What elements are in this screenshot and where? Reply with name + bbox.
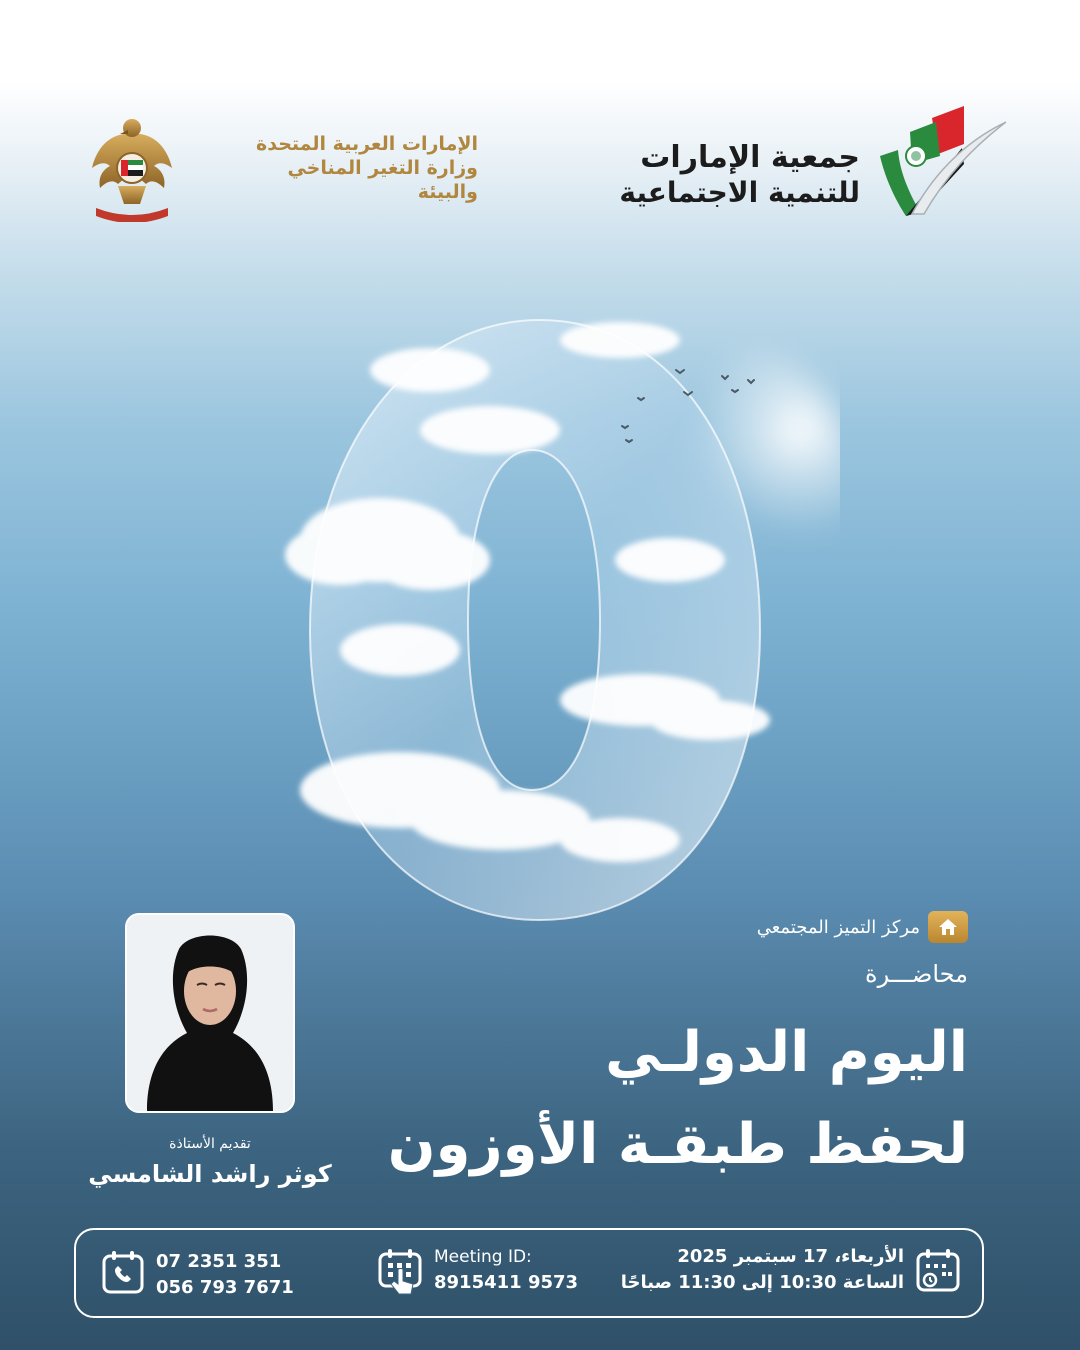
meeting-info: [434, 1244, 578, 1296]
falcon-emblem-icon: [88, 112, 176, 222]
checkmark-logo-icon: [872, 104, 1008, 222]
association-line1: جمعية الإمارات: [640, 140, 860, 175]
header: [0, 0, 1080, 240]
association-line2: للتنمية الاجتماعية: [619, 176, 860, 209]
home-badge: [928, 911, 968, 943]
center-label-row: [757, 910, 968, 944]
event-time: الساعة 10:30 إلى 11:30 صباحًا: [620, 1272, 904, 1293]
meeting-id[interactable]: 8915411 9573: [434, 1272, 579, 1293]
phone-numbers: [156, 1249, 294, 1301]
touch-keypad-icon: [378, 1248, 424, 1296]
calendar-icon: [916, 1248, 960, 1292]
center-label: مركز التميز المجتمعي: [756, 916, 920, 938]
phone-number-2[interactable]: 056 793 7671: [156, 1277, 294, 1298]
presenter-portrait: [127, 915, 293, 1111]
presenter-name: كوثر راشد الشامسي: [88, 1160, 332, 1188]
presenter-caption: تقديم الأستاذة: [169, 1136, 251, 1152]
meeting-label: Meeting ID:: [434, 1247, 532, 1267]
ministry-line2: وزارة التغير المناخي: [287, 157, 478, 179]
phone-number-1[interactable]: 07 2351 351: [156, 1251, 282, 1272]
event-datetime: [621, 1244, 904, 1296]
ministry-line1: الإمارات العربية المتحدة: [256, 133, 478, 155]
association-name: [560, 140, 860, 210]
event-date: الأربعاء، 17 سبتمبر 2025: [677, 1246, 904, 1267]
ministry-name: [188, 132, 478, 204]
phone-icon: [102, 1250, 144, 1294]
presenter-photo: [125, 913, 295, 1113]
ministry-line3: والبيئة: [417, 181, 478, 203]
home-icon: [938, 918, 958, 936]
event-title-line1: اليوم الدولـي: [605, 1020, 968, 1085]
event-title-line2: لحفظ طبقـة الأوزون: [387, 1112, 968, 1177]
ozone-zero-illustration: [240, 300, 840, 940]
event-type-label: محاضـــرة: [865, 960, 968, 988]
